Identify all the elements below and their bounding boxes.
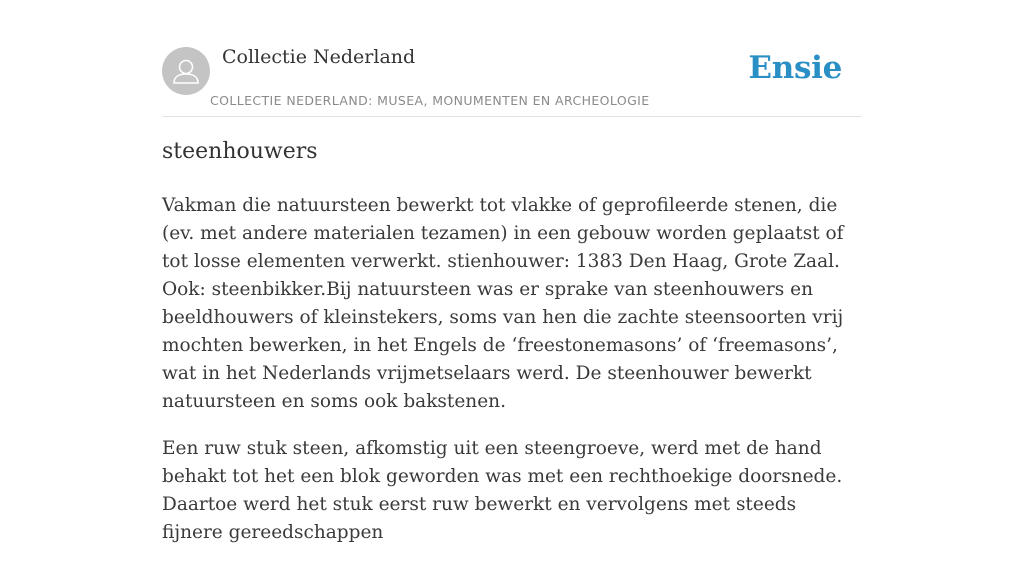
author-name[interactable]: Collectie Nederland [222,46,416,68]
author-avatar[interactable] [162,47,210,95]
entry-header [162,0,862,117]
entry-paragraph: Vakman die natuursteen bewerkt tot vlakke of geprofileerde stenen, die (ev. met andere materialen tezamen) in een gebouw worden geplaatst of tot losse elementen verwerkt. stienhouwer: 1383 Den Haag, Grote Zaal. Ook: steenbikker.Bij natuursteen was er sprake van steenhouwers en beeldhouwers of kleinstekers, soms van hen die zachte steensoorten vrij mochten bewerken, in het Engels de ‘freestonemasons’ of ‘freemasons’, wat in het Nederlands vrijmetselaars werd. De steenhouwer bewerkt natuursteen en soms ook bakstenen. [162,195,844,412]
entry-paragraph: Een ruw stuk steen, afkomstig uit een steengroeve, werd met de hand behakt tot het een blok geworden was met een rechthoekige doorsnede. Daartoe werd het stuk eerst ruw bewerkt en vervolgens met steeds fijnere gereedschappen [162,438,843,543]
user-silhouette-icon [162,47,210,95]
entry-page [162,0,862,543]
collection-name[interactable]: COLLECTIE NEDERLAND: MUSEA, MONUMENTEN EN ARCHEOLOGIE [210,93,650,108]
ensie-logo[interactable]: Ensie [748,50,842,86]
entry-term: steenhouwers [162,139,318,164]
entry-body [162,192,862,566]
